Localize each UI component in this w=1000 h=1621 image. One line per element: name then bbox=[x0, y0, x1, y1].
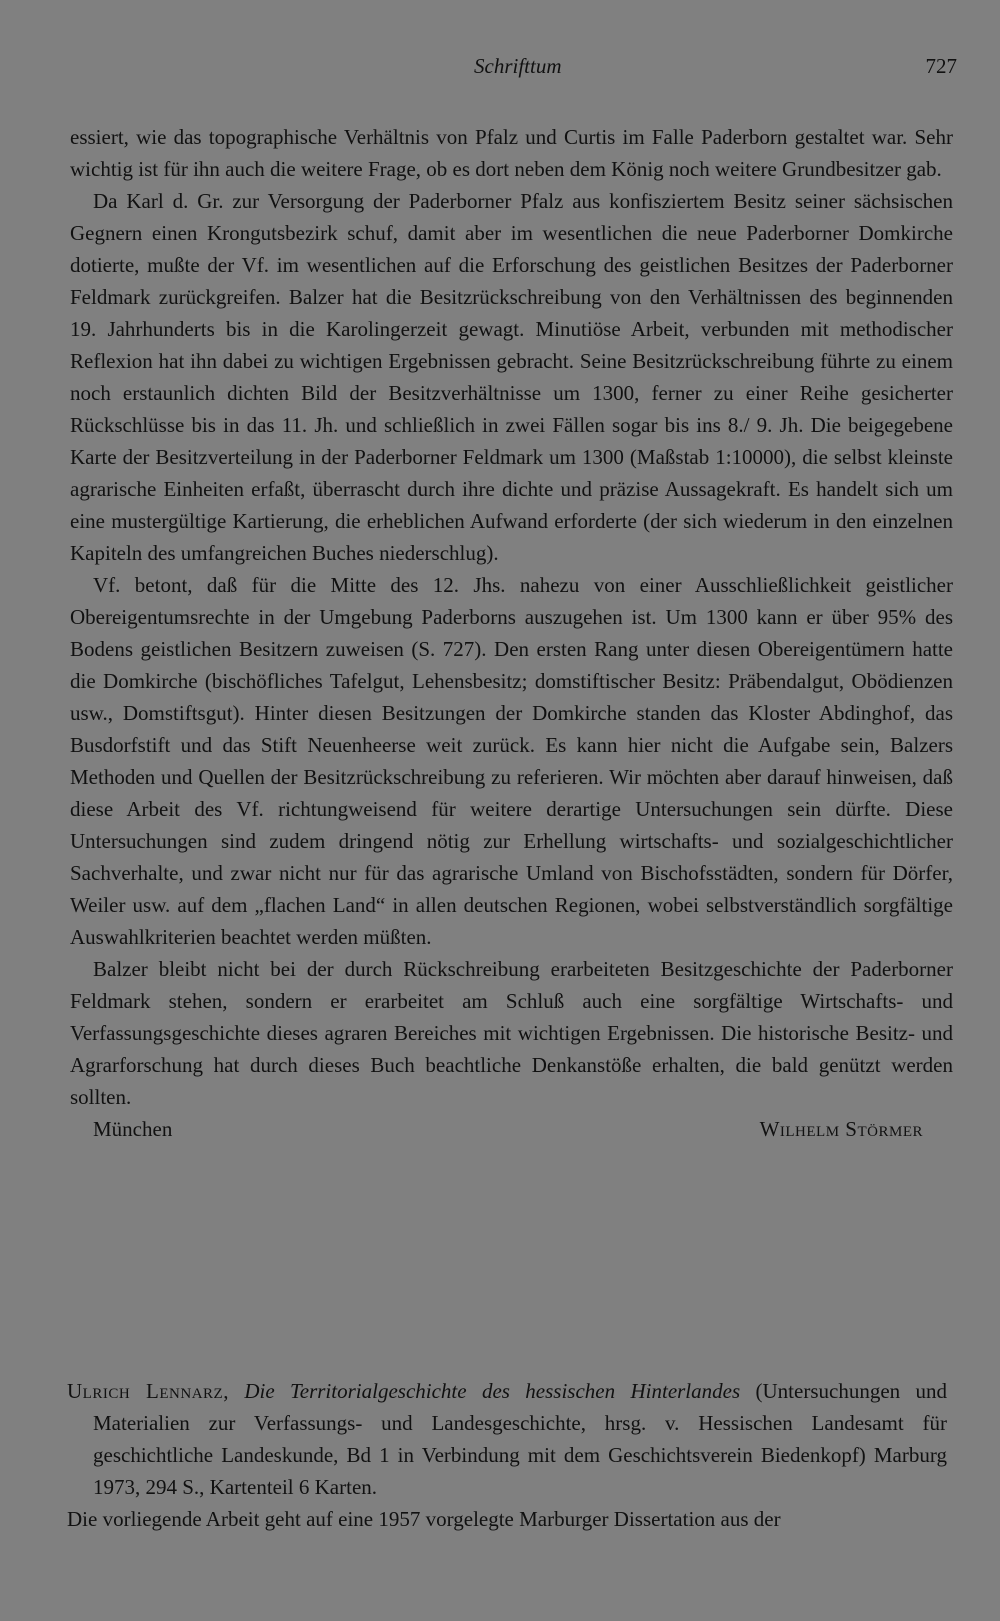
next-review bbox=[67, 1375, 947, 1535]
citation-author: Ulrich Lennarz, bbox=[67, 1379, 229, 1403]
paragraph-4: Balzer bleibt nicht bei der durch Rückschreibung erarbeiteten Besitzgeschichte der Paderborner Feldmark stehen, sondern er erarbeitet am Schluß auch eine sorgfältige Wirtschafts- und Verfassungsgeschichte dieses agraren Bereiches mit wichtigen Ergebnissen. Die historische Besitz- und Agrarforschung hat durch dieses Buch beachtliche Denkanstöße erhalten, die bald genützt werden sollten. bbox=[70, 957, 953, 1109]
review-first-line: Die vorliegende Arbeit geht auf eine 1957 vorgelegte Marburger Dissertation aus der bbox=[67, 1507, 781, 1531]
citation-details: (Untersuchungen und Materialien zur Verfassungs- und Landesgeschichte, hrsg. v. Hessischen Landesamt für geschichtliche Landeskunde, Bd 1 in Verbindung mit dem Geschichtsverein Biedenkopf) Marburg 1973, 294 S., Kartenteil 6 Karten. bbox=[93, 1379, 948, 1499]
paragraph-3: Vf. betont, daß für die Mitte des 12. Jhs. nahezu von einer Ausschließlichkeit geistlicher Obereigentumsrechte in der Umgebung Paderborns auszugehen ist. Um 1300 kann er über 95% des Bodens geistlichen Besitzern zuweisen (S. 727). Den ersten Rang unter diesen Obereigentümern hatte die Domkirche (bischöfliches Tafelgut, Lehensbesitz; domstiftischer Besitz: Präbendalgut, Obödienzen usw., Domstiftsgut). Hinter diesen Besitzungen der Domkirche standen das Kloster Abdinghof, das Busdorfstift und das Stift Neuenheerse weit zurück. Es kann hier nicht die Aufgabe sein, Balzers Methoden und Quellen der Besitzrückschreibung zu referieren. Wir möchten aber darauf hinweisen, daß diese Arbeit des Vf. richtungweisend für weitere derartige Untersuchungen sein dürfte. Diese Untersuchungen sind zudem dringend nötig zur Erhellung wirtschafts- und sozialgeschichtlicher Sachverhalte, und zwar nicht nur für das agrarische Umland von Bischofsstädten, sondern für Dörfer, Weiler usw. auf dem „flachen Land“ in allen deutschen Regionen, wobei selbstverständlich sorgfältige Auswahlkriterien beachtet werden müßten. bbox=[70, 573, 953, 949]
paragraph-2: Da Karl d. Gr. zur Versorgung der Paderborner Pfalz aus konfisziertem Besitz seiner sächsischen Gegnern einen Krongutsbezirk schuf, damit aber im wesentlichen die neue Paderborner Domkirche dotierte, mußte der Vf. im wesentlichen auf die Erforschung des geistlichen Besitzes der Paderborner Feldmark zurückgreifen. Balzer hat die Besitzrückschreibung von den Verhältnissen des beginnenden 19. Jahrhunderts bis in die Karolingerzeit gewagt. Minutiöse Arbeit, verbunden mit methodischer Reflexion hat ihn dabei zu wichtigen Ergebnissen gebracht. Seine Besitzrückschreibung führte zu einem noch erstaunlich dichten Bild der Besitzverhältnisse um 1300, ferner zu einer Reihe gesicherter Rückschlüsse bis in das 11. Jh. und schließlich in zwei Fällen sogar bis ins 8./ 9. Jh. Die beigegebene Karte der Besitzverteilung in der Paderborner Feldmark um 1300 (Maßstab 1:10000), die selbst kleinste agrarische Einheiten erfaßt, überrascht durch ihre dichte und präzise Aussagekraft. Es handelt sich um eine mustergültige Kartierung, die erheblichen Aufwand erforderte (der sich wiederum in den einzelnen Kapiteln des umfangreichen Buches niederschlug). bbox=[70, 189, 953, 565]
signature-author: Wilhelm Störmer bbox=[759, 1117, 923, 1141]
citation-title: Die Territorialgeschichte des hessischen Hinterlandes bbox=[244, 1379, 741, 1403]
review-body bbox=[70, 121, 953, 1145]
review-signature bbox=[70, 1113, 953, 1145]
page-number: 727 bbox=[925, 54, 957, 78]
running-title: Schrifttum bbox=[474, 54, 562, 78]
running-header bbox=[0, 54, 1000, 86]
signature-place: München bbox=[93, 1117, 173, 1141]
bibliographic-citation bbox=[67, 1375, 947, 1503]
paragraph-1: essiert, wie das topographische Verhältnis von Pfalz und Curtis im Falle Paderborn gestaltet war. Sehr wichtig ist für ihn auch die weitere Frage, ob es dort neben dem König noch weitere Grundbesitzer gab. bbox=[70, 125, 953, 181]
